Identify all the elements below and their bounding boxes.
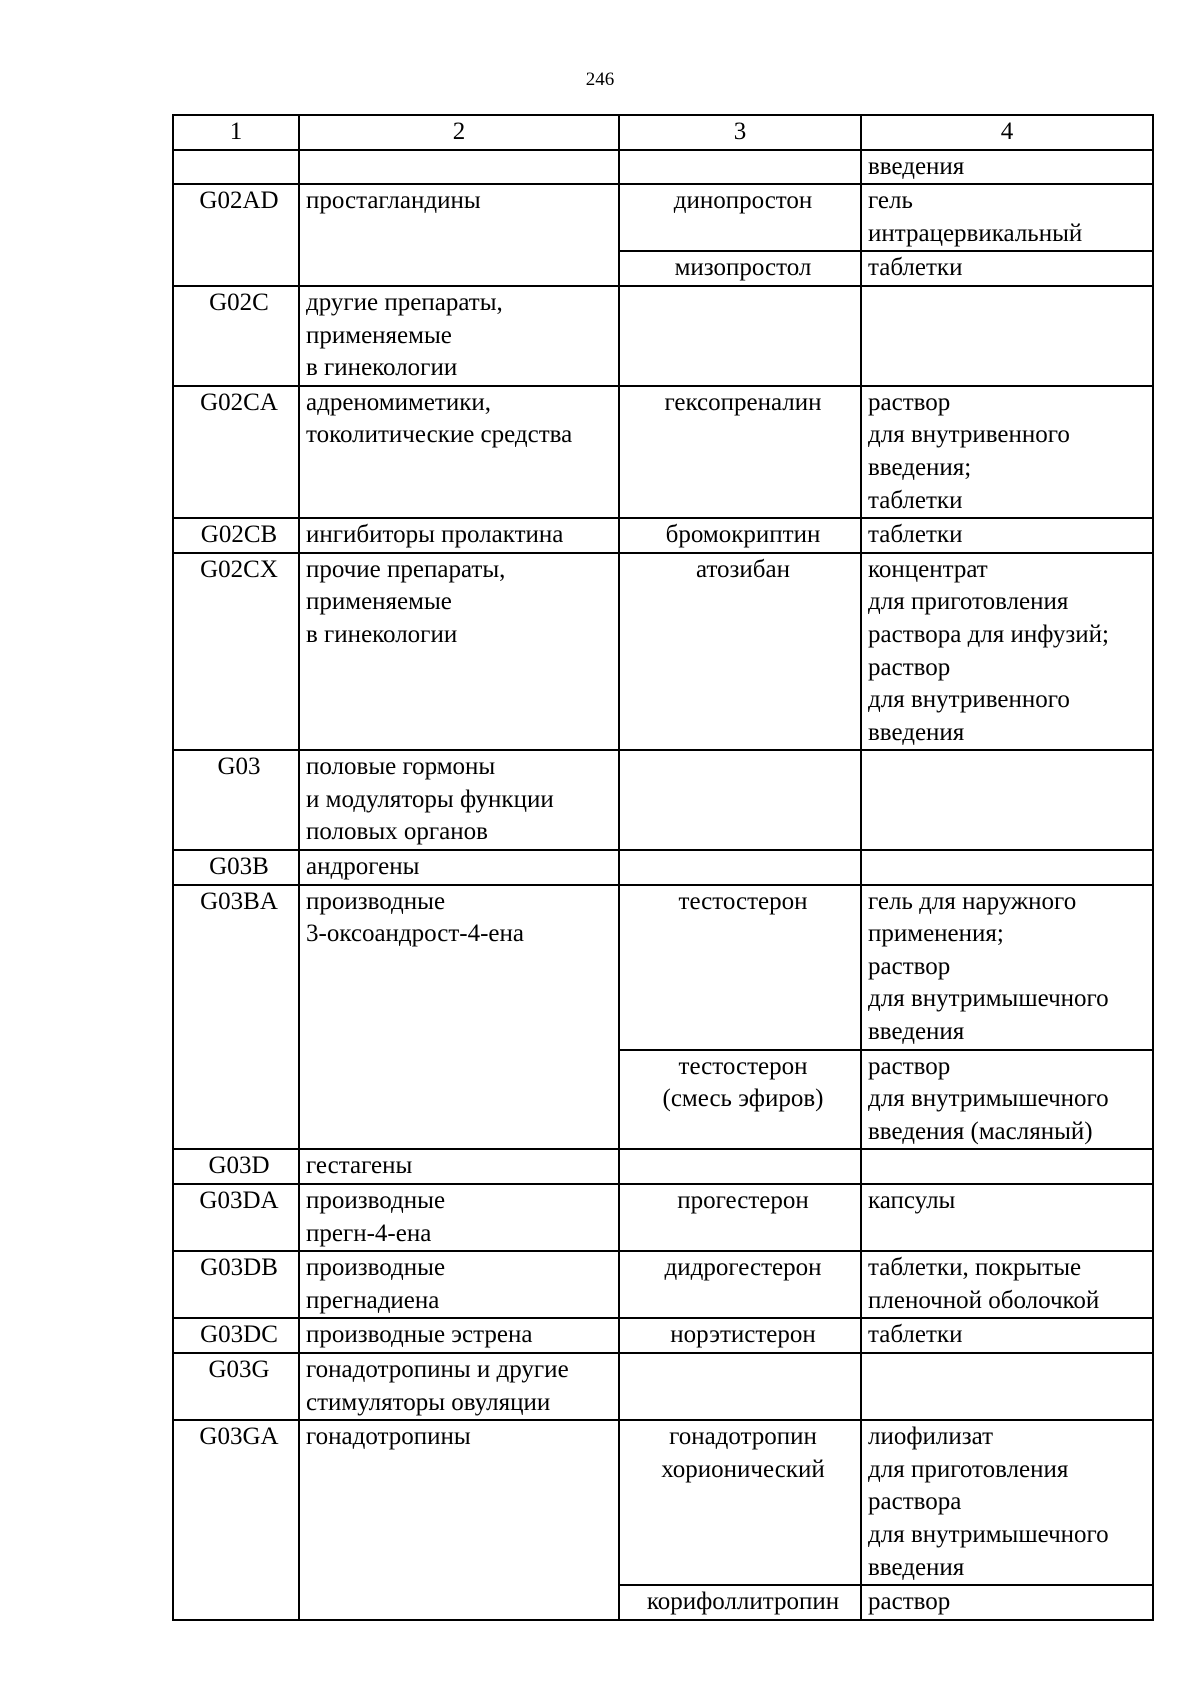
drug-cell: тестостерон (смесь эфиров) <box>619 1050 861 1150</box>
table-row <box>173 150 1153 185</box>
table-row <box>173 386 1153 518</box>
table-body <box>173 150 1153 1620</box>
header-col-3: 3 <box>619 115 861 150</box>
form-cell: таблетки <box>861 518 1153 553</box>
form-cell <box>861 750 1153 850</box>
form-cell: концентрат для приготовления раствора для инфузий; раствор для внутривенного введения <box>861 553 1153 751</box>
drug-cell: атозибан <box>619 553 861 751</box>
header-col-2: 2 <box>299 115 619 150</box>
drug-cell: динопростон <box>619 184 861 251</box>
table-row <box>173 1251 1153 1318</box>
group-cell <box>299 150 619 185</box>
table-header <box>173 115 1153 150</box>
drug-cell <box>619 750 861 850</box>
table-row <box>173 1353 1153 1420</box>
code-cell: G02AD <box>173 184 299 286</box>
table-row <box>173 750 1153 850</box>
code-cell: G03BA <box>173 885 299 1150</box>
drug-cell: бромокриптин <box>619 518 861 553</box>
header-row <box>173 115 1153 150</box>
header-col-1: 1 <box>173 115 299 150</box>
form-cell: раствор <box>861 1585 1153 1620</box>
code-cell <box>173 150 299 185</box>
drug-cell: мизопростол <box>619 251 861 286</box>
table-row <box>173 518 1153 553</box>
group-cell: ингибиторы пролактина <box>299 518 619 553</box>
code-cell: G03DC <box>173 1318 299 1353</box>
code-cell: G03DA <box>173 1184 299 1251</box>
drug-cell: тестостерон <box>619 885 861 1050</box>
table-row <box>173 286 1153 386</box>
table-row <box>173 1420 1153 1585</box>
drug-cell <box>619 1353 861 1420</box>
drug-cell <box>619 150 861 185</box>
form-cell: гель интрацервикальный <box>861 184 1153 251</box>
drug-cell <box>619 850 861 885</box>
form-cell <box>861 1353 1153 1420</box>
code-cell: G02C <box>173 286 299 386</box>
code-cell: G03B <box>173 850 299 885</box>
code-cell: G03 <box>173 750 299 850</box>
table-row <box>173 885 1153 1050</box>
table-row <box>173 184 1153 251</box>
group-cell: прочие препараты, применяемые в гинекологии <box>299 553 619 751</box>
form-cell: таблетки <box>861 1318 1153 1353</box>
table-row <box>173 1149 1153 1184</box>
drug-cell: дидрогестерон <box>619 1251 861 1318</box>
form-cell: таблетки, покрытые пленочной оболочкой <box>861 1251 1153 1318</box>
group-cell: производные эстрена <box>299 1318 619 1353</box>
group-cell: адреномиметики, токолитические средства <box>299 386 619 518</box>
group-cell: андрогены <box>299 850 619 885</box>
code-cell: G03D <box>173 1149 299 1184</box>
drug-cell <box>619 1149 861 1184</box>
drug-cell: корифоллитропин <box>619 1585 861 1620</box>
form-cell: таблетки <box>861 251 1153 286</box>
drug-cell <box>619 286 861 386</box>
form-cell: капсулы <box>861 1184 1153 1251</box>
group-cell: гонадотропины и другие стимуляторы овуляции <box>299 1353 619 1420</box>
drug-table <box>172 114 1154 1621</box>
table-row <box>173 553 1153 751</box>
code-cell: G02CA <box>173 386 299 518</box>
group-cell: производные прегнадиена <box>299 1251 619 1318</box>
form-cell: гель для наружного применения; раствор для внутримышечного введения <box>861 885 1153 1050</box>
code-cell: G02CB <box>173 518 299 553</box>
code-cell: G03G <box>173 1353 299 1420</box>
group-cell: половые гормоны и модуляторы функции половых органов <box>299 750 619 850</box>
drug-cell: прогестерон <box>619 1184 861 1251</box>
group-cell: производные прегн-4-ена <box>299 1184 619 1251</box>
header-col-4: 4 <box>861 115 1153 150</box>
page-number: 246 <box>585 69 615 90</box>
code-cell: G02CX <box>173 553 299 751</box>
table-row <box>173 1318 1153 1353</box>
table-row <box>173 1184 1153 1251</box>
group-cell: производные 3-оксоандрост-4-ена <box>299 885 619 1150</box>
form-cell: раствор для внутривенного введения; таблетки <box>861 386 1153 518</box>
group-cell: простагландины <box>299 184 619 286</box>
form-cell: раствор для внутримышечного введения (масляный) <box>861 1050 1153 1150</box>
group-cell: гонадотропины <box>299 1420 619 1620</box>
drug-cell: гонадотропин хорионический <box>619 1420 861 1585</box>
drug-cell: норэтистерон <box>619 1318 861 1353</box>
form-cell <box>861 1149 1153 1184</box>
table-row <box>173 850 1153 885</box>
group-cell: другие препараты, применяемые в гинекологии <box>299 286 619 386</box>
code-cell: G03DB <box>173 1251 299 1318</box>
form-cell: лиофилизат для приготовления раствора для внутримышечного введения <box>861 1420 1153 1585</box>
form-cell <box>861 850 1153 885</box>
form-cell: введения <box>861 150 1153 185</box>
drug-cell: гексопреналин <box>619 386 861 518</box>
group-cell: гестагены <box>299 1149 619 1184</box>
code-cell: G03GA <box>173 1420 299 1620</box>
form-cell <box>861 286 1153 386</box>
